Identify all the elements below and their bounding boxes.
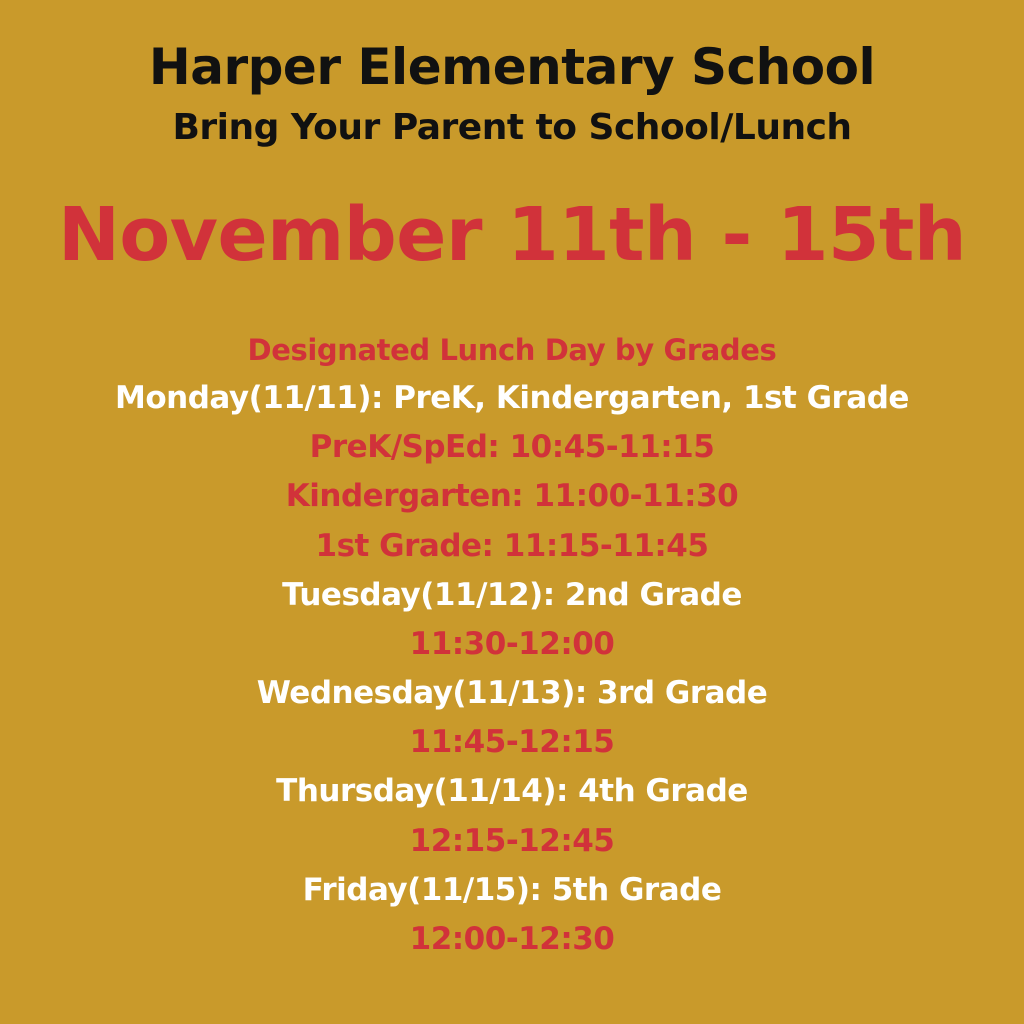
schedule-day-friday: Friday(11/15): 5th Grade [302,872,722,908]
schedule-day-thursday: Thursday(11/14): 4th Grade [276,773,748,809]
schedule-time-wednesday: 11:45-12:15 [409,724,615,760]
schedule-time-friday: 12:00-12:30 [409,921,615,957]
schedule-day-monday: Monday(11/11): PreK, Kindergarten, 1st Grade [115,380,909,416]
event-title: Bring Your Parent to School/Lunch [172,107,852,148]
date-range: November 11th - 15th [57,192,967,278]
schedule-time-1st-grade: 1st Grade: 11:15-11:45 [315,528,709,564]
school-name: Harper Elementary School [148,38,876,96]
schedule-day-wednesday: Wednesday(11/13): 3rd Grade [256,675,768,711]
schedule-time-tuesday: 11:30-12:00 [409,626,615,662]
schedule-time-prek: PreK/SpEd: 10:45-11:15 [309,429,715,465]
schedule-day-tuesday: Tuesday(11/12): 2nd Grade [282,577,742,613]
schedule-heading: Designated Lunch Day by Grades [247,333,777,367]
schedule-time-kindergarten: Kindergarten: 11:00-11:30 [285,478,739,514]
schedule-time-thursday: 12:15-12:45 [409,823,615,859]
